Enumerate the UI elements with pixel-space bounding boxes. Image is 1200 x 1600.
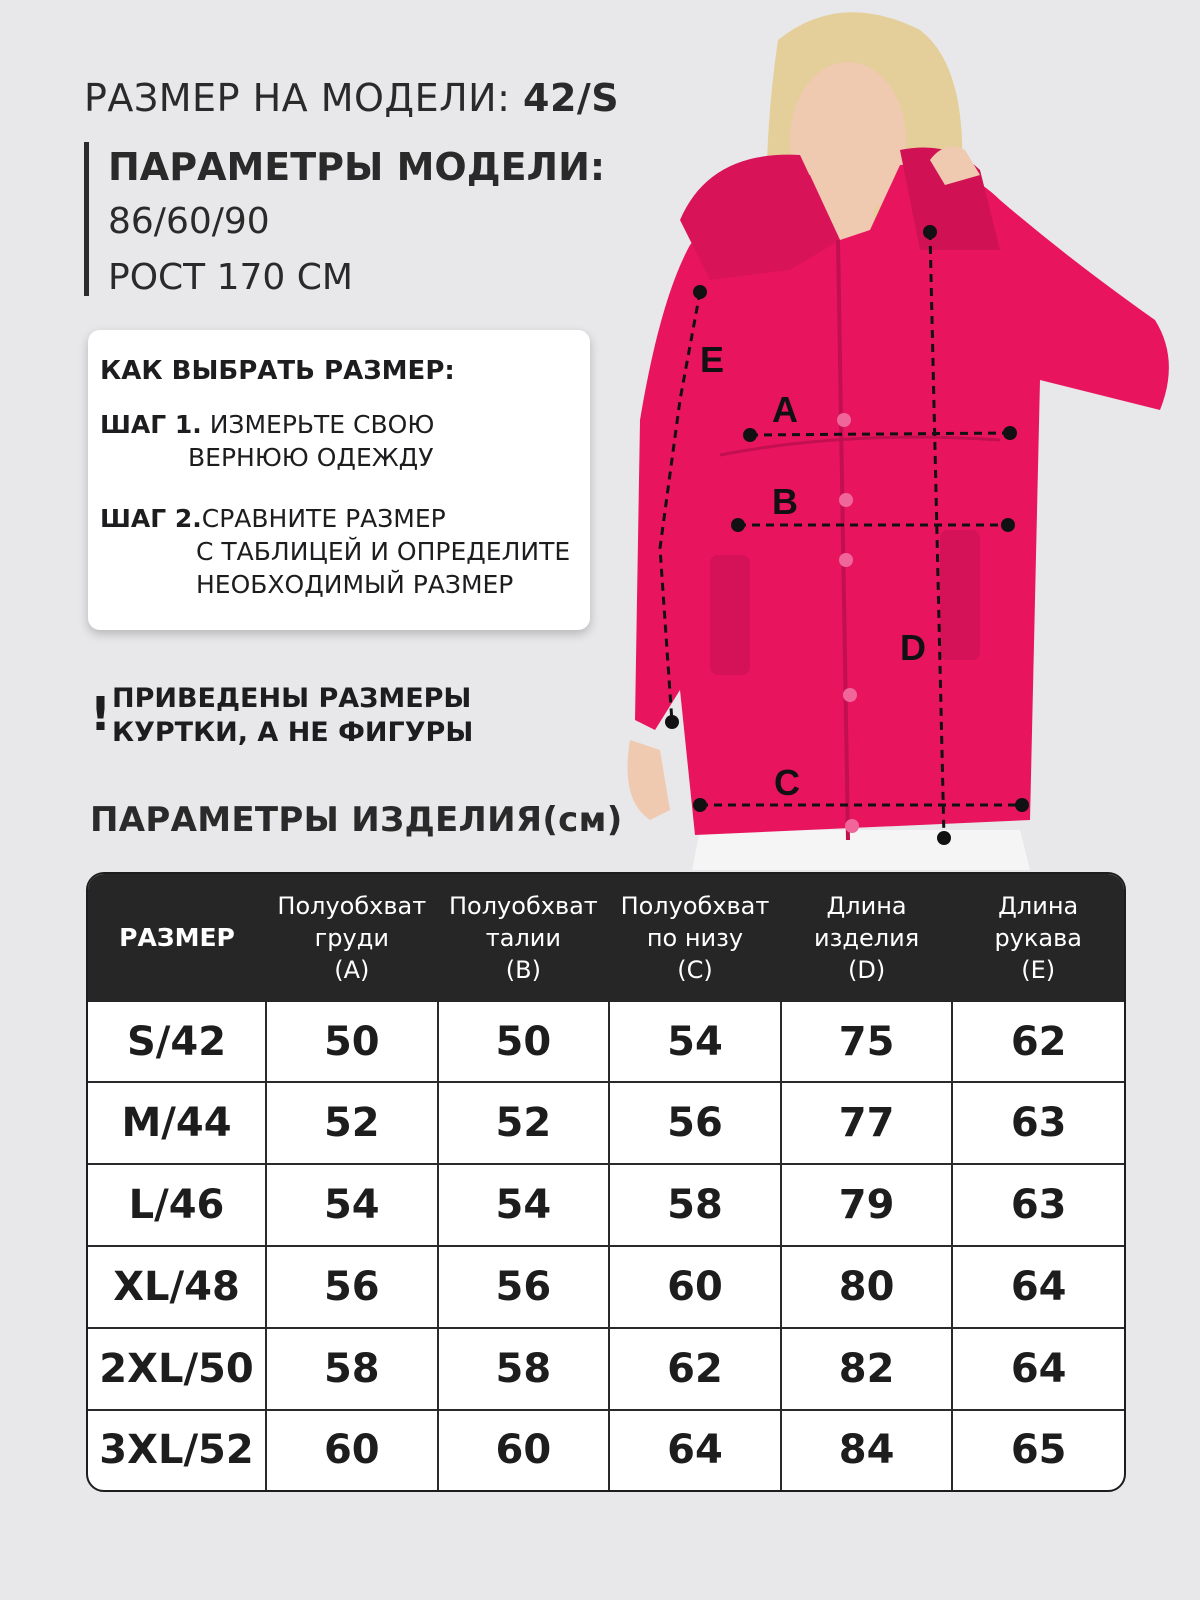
step-1-label: ШАГ 1. (100, 410, 202, 439)
header-sleeve: Длина рукава (E) (952, 874, 1124, 1002)
value-cell: 54 (438, 1164, 610, 1246)
value-cell: 52 (438, 1082, 610, 1164)
value-cell: 60 (609, 1246, 781, 1328)
table-row (88, 1164, 1124, 1246)
model-height: РОСТ 170 СМ (108, 257, 353, 298)
jacket-measurement-diagram (600, 0, 1200, 870)
value-cell: 62 (1010, 1018, 1067, 1065)
label-c: C (774, 762, 800, 803)
header-size: РАЗМЕР (88, 874, 266, 1002)
value-cell: 58 (609, 1164, 781, 1246)
product-params-title: ПАРАМЕТРЫ ИЗДЕЛИЯ(см) (90, 800, 623, 840)
size-table (86, 872, 1126, 1492)
value-cell: 60 (438, 1410, 610, 1490)
value-cell: 77 (781, 1082, 953, 1164)
value-cell: 63 (952, 1082, 1124, 1164)
label-b: B (772, 481, 798, 522)
size-cell: S/42 (88, 1002, 266, 1082)
value-cell: 58 (438, 1328, 610, 1410)
warning-line-1: ПРИВЕДЕНЫ РАЗМЕРЫ (112, 683, 472, 714)
size-cell: 2XL/50 (88, 1328, 266, 1410)
step-1-text-2: ВЕРНЮЮ ОДЕЖДУ (188, 443, 434, 472)
size-cell: XL/48 (88, 1246, 266, 1328)
model-measurements: 86/60/90 (108, 201, 270, 242)
size-cell: M/44 (88, 1082, 266, 1164)
value-cell: 63 (952, 1164, 1124, 1246)
table-row (88, 1082, 1124, 1164)
value-cell: 64 (952, 1328, 1124, 1410)
value-cell: 64 (609, 1410, 781, 1490)
how-to-title: КАК ВЫБРАТЬ РАЗМЕР: (100, 356, 455, 386)
model-params (108, 140, 605, 306)
warning-line-2: КУРТКИ, А НЕ ФИГУРЫ (112, 717, 474, 748)
params-accent-bar (84, 142, 89, 296)
size-cell: L/46 (88, 1164, 266, 1246)
table-row (88, 1246, 1124, 1328)
size-cell: 3XL/52 (88, 1410, 266, 1490)
value-cell: 52 (266, 1082, 438, 1164)
step-1 (100, 408, 434, 474)
model-params-title: ПАРАМЕТРЫ МОДЕЛИ: (108, 145, 606, 189)
table-header-row (88, 874, 1124, 1002)
value-cell: 56 (609, 1082, 781, 1164)
value-cell: 64 (952, 1246, 1124, 1328)
step-2-text-3: НЕОБХОДИМЫЙ РАЗМЕР (196, 570, 514, 599)
table-row (88, 1410, 1124, 1490)
value-cell: 82 (781, 1328, 953, 1410)
table-row (88, 1328, 1124, 1410)
exclamation-icon: ! (90, 687, 111, 741)
model-size-label: РАЗМЕР НА МОДЕЛИ: (84, 76, 511, 120)
header-waist: Полуобхват талии (B) (438, 874, 610, 1002)
value-cell: 56 (438, 1246, 610, 1328)
step-2-label: ШАГ 2. (100, 504, 202, 533)
jacket-pocket-right (940, 530, 980, 660)
value-cell: 80 (781, 1246, 953, 1328)
step-1-text-1: ИЗМЕРЬТЕ СВОЮ (209, 410, 435, 439)
header-chest: Полуобхват груди (A) (266, 874, 438, 1002)
how-to-choose-card (88, 330, 590, 630)
value-cell: 50 (438, 1002, 610, 1082)
model-size-line (84, 76, 619, 120)
value-cell: 54 (609, 1002, 781, 1082)
value-cell: 75 (781, 1002, 953, 1082)
table-row (88, 1002, 1124, 1082)
warning-note (112, 682, 473, 750)
hand-left (628, 740, 671, 820)
header-length: Длина изделия (D) (781, 874, 953, 1002)
value-cell: 84 (781, 1410, 953, 1490)
value-cell: 58 (266, 1328, 438, 1410)
value-cell: 60 (266, 1410, 438, 1490)
pants-shape (692, 830, 1030, 870)
step-2-text-1: СРАВНИТЕ РАЗМЕР (201, 504, 446, 533)
value-cell: 56 (266, 1246, 438, 1328)
value-cell: 50 (266, 1002, 438, 1082)
step-2-text-2: С ТАБЛИЦЕЙ И ОПРЕДЕЛИТЕ (196, 537, 571, 566)
value-cell: 62 (609, 1328, 781, 1410)
value-cell: 79 (781, 1164, 953, 1246)
label-d: D (900, 627, 926, 668)
step-2 (100, 502, 570, 601)
model-size-value: 42/S (523, 76, 620, 120)
label-e: E (700, 339, 725, 380)
label-a: A (772, 389, 798, 430)
value-cell: 65 (952, 1410, 1124, 1490)
jacket-pocket-left (710, 555, 750, 675)
value-cell: 54 (266, 1164, 438, 1246)
header-hem: Полуобхват по низу (C) (609, 874, 781, 1002)
